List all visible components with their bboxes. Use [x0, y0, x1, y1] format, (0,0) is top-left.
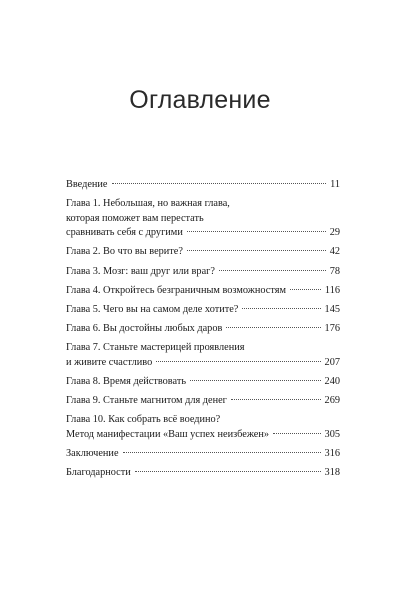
- toc-entry: [66, 178, 340, 193]
- toc-entry-title: Глава 2. Во что вы верите?: [66, 246, 183, 258]
- toc-entry-last-line: [66, 245, 340, 260]
- toc-entry: [66, 322, 340, 337]
- toc-entry: [66, 265, 340, 280]
- toc-page-number: 78: [329, 265, 340, 277]
- toc-entry-last-line: [66, 226, 340, 241]
- toc-entry-line: Глава 10. Как собрать всё воедино?: [66, 414, 221, 426]
- toc-entry: [66, 197, 340, 241]
- toc-entry-title: Глава 6. Вы достойны любых даров: [66, 323, 223, 335]
- toc-entry-line: которая поможет вам перестать: [66, 212, 204, 224]
- dot-leader: [156, 361, 320, 362]
- toc-page-number: 316: [324, 448, 340, 460]
- toc-entry-title: и живите счастливо: [66, 356, 153, 368]
- toc-page-number: 11: [330, 179, 340, 190]
- toc-page-number: 145: [324, 303, 340, 315]
- dot-leader: [187, 250, 326, 251]
- dot-leader: [231, 399, 321, 400]
- toc-entry-title: Глава 8. Время действовать: [66, 376, 187, 387]
- toc-entry-line: Глава 7. Станьте мастерицей проявления: [66, 342, 245, 354]
- toc-entry: [66, 341, 340, 370]
- toc-entry-last-line: [66, 284, 340, 299]
- toc-page-number: 305: [324, 428, 340, 440]
- dot-leader: [123, 452, 321, 453]
- toc-entry-last-line: [66, 428, 340, 443]
- toc-entry-title: Введение: [66, 179, 108, 190]
- toc-entry-last-line: [66, 394, 340, 409]
- dot-leader: [112, 183, 327, 184]
- toc-page-number: 42: [329, 246, 340, 258]
- toc-page-number: 240: [324, 376, 340, 387]
- toc-entry-line: Глава 1. Небольшая, но важная глава,: [66, 198, 230, 210]
- toc-entry-last-line: [66, 303, 340, 318]
- page-title: Оглавление: [129, 86, 271, 114]
- toc-entry-last-line: [66, 356, 340, 371]
- toc-entry-title: Благодарности: [66, 467, 131, 479]
- toc-entry: [66, 447, 340, 462]
- toc-entry-last-line: [66, 447, 340, 462]
- toc-entry-title: Метод манифестации «Ваш успех неизбежен»: [66, 428, 270, 440]
- toc-entry-last-line: [66, 178, 340, 193]
- toc-entry-title: Глава 4. Откройтесь безграничным возможностям: [66, 284, 286, 296]
- toc-page-number: 176: [324, 323, 340, 335]
- toc-entry-title: Глава 9. Станьте магнитом для денег: [66, 395, 227, 407]
- dot-leader: [190, 380, 321, 381]
- toc-entry-last-line: [66, 265, 340, 280]
- toc-page-number: 207: [324, 356, 340, 368]
- toc-entry: [66, 466, 340, 481]
- dot-leader: [290, 289, 321, 290]
- toc-entry: [66, 413, 340, 442]
- toc-entry: [66, 394, 340, 409]
- dot-leader: [273, 433, 321, 434]
- toc-entry-last-line: [66, 375, 340, 390]
- toc-page-number: 318: [324, 467, 340, 479]
- dot-leader: [242, 308, 320, 309]
- dot-leader: [226, 327, 320, 328]
- toc-entry-title: Глава 3. Мозг: ваш друг или враг?: [66, 265, 215, 277]
- table-of-contents: [66, 178, 340, 485]
- toc-entry: [66, 375, 340, 390]
- toc-page-number: 29: [329, 227, 340, 239]
- toc-entry-last-line: [66, 322, 340, 337]
- toc-entry-title: сравнивать себя с другими: [66, 227, 183, 239]
- toc-entry: [66, 245, 340, 260]
- toc-page-number: 269: [324, 395, 340, 407]
- toc-entry-title: Глава 5. Чего вы на самом деле хотите?: [66, 303, 239, 315]
- dot-leader: [135, 471, 321, 472]
- dot-leader: [187, 231, 326, 232]
- toc-entry: [66, 284, 340, 299]
- toc-page-number: 116: [324, 284, 340, 296]
- toc-entry: [66, 303, 340, 318]
- toc-entry-last-line: [66, 466, 340, 481]
- dot-leader: [219, 270, 326, 271]
- toc-entry-title: Заключение: [66, 448, 119, 460]
